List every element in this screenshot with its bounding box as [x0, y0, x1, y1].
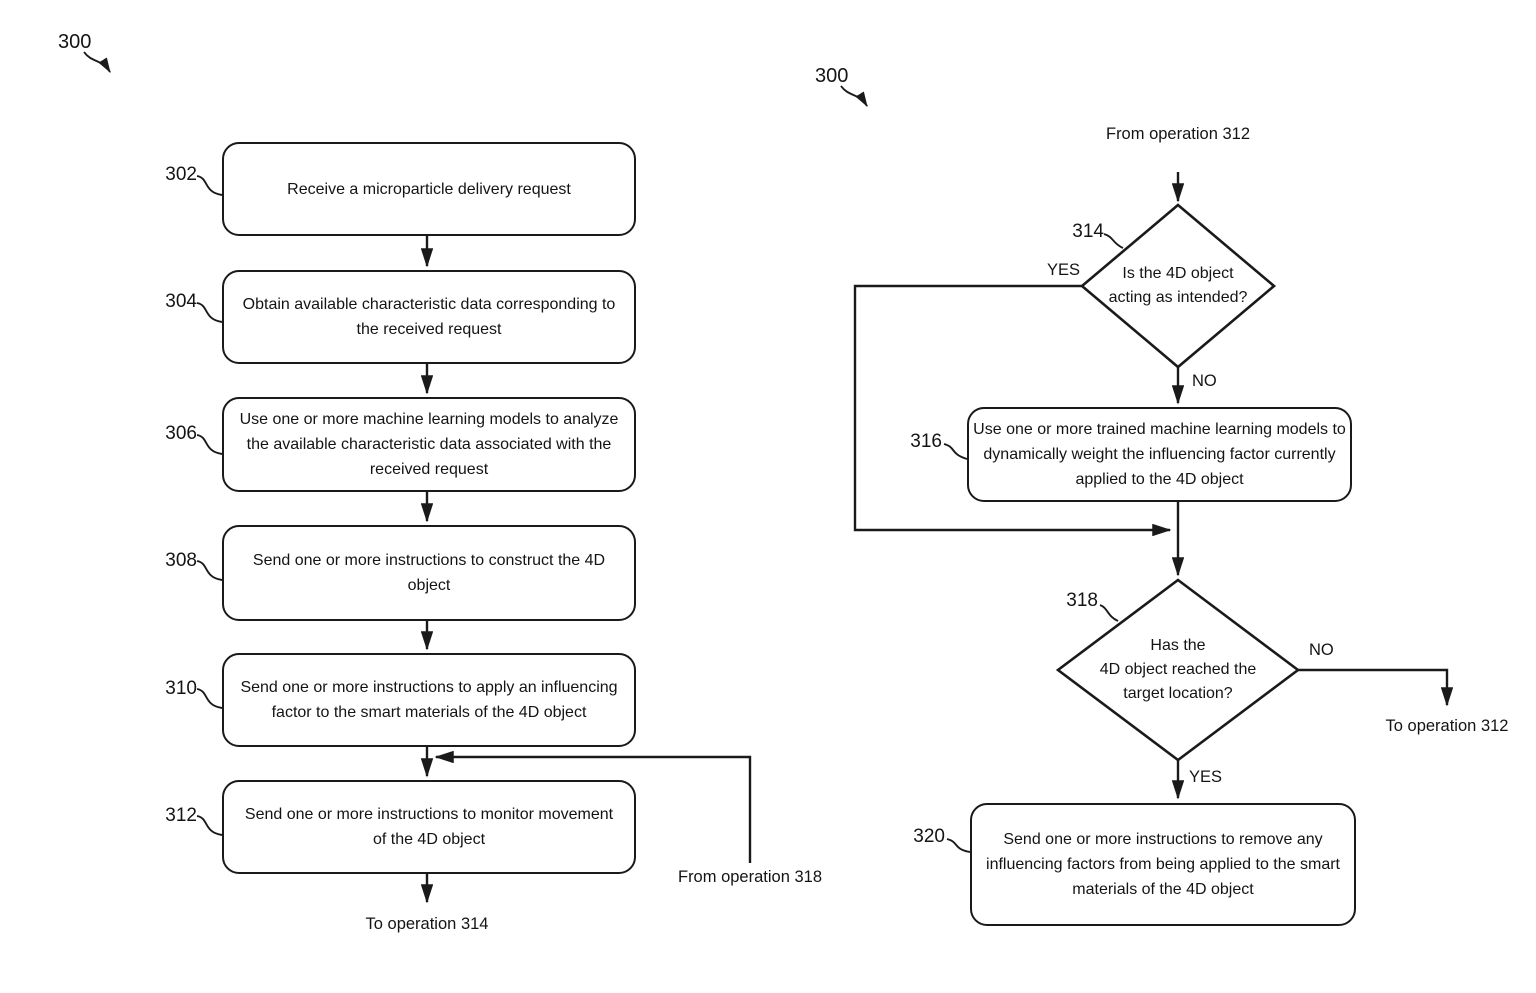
process-box-302 — [222, 142, 636, 236]
text-line: Is the 4D object — [1122, 265, 1234, 282]
process-box-316 — [967, 407, 1352, 502]
text-line: influencing factors from being applied to the smart — [986, 856, 1340, 873]
text-line: From operation — [1105, 125, 1218, 143]
ref-label-302: 302 — [165, 164, 197, 185]
leader-line-310 — [197, 689, 222, 708]
text-line: 312 — [1480, 717, 1509, 735]
leader-line-314 — [1104, 234, 1123, 248]
from-operation-312-label — [1103, 123, 1253, 146]
no-label-318: NO — [1309, 641, 1334, 659]
text-line: the received request — [356, 321, 502, 338]
process-box-312 — [222, 780, 636, 874]
process-box-304 — [222, 270, 636, 364]
text-line: Send one or more instructions to apply an influencing — [240, 679, 618, 696]
yes-label-314: YES — [1046, 261, 1080, 279]
text-line: 312 — [1222, 125, 1250, 143]
text-line: 4D object reached the — [1099, 661, 1257, 678]
leader-line-318 — [1100, 605, 1118, 621]
figure-ref-left: 300 — [58, 31, 92, 53]
text-line: To operation — [1385, 717, 1477, 735]
text-line: Obtain available characteristic data corresponding to — [242, 296, 616, 313]
ref-label-314: 314 — [1072, 221, 1104, 242]
process-box-306 — [222, 397, 636, 492]
ref-label-304: 304 — [165, 291, 197, 312]
text-line: applied to the 4D object — [1075, 471, 1244, 488]
text-line: Use one or more trained machine learning models to — [973, 421, 1346, 438]
leader-line-302 — [197, 176, 222, 195]
ref-label-310: 310 — [165, 678, 197, 699]
yes-label-318: YES — [1189, 768, 1223, 786]
process-box-320 — [970, 803, 1356, 926]
text-line: Has the — [1150, 637, 1206, 654]
text-line: of the 4D object — [372, 831, 486, 848]
decision-text-318 — [1078, 634, 1278, 706]
text-line: target location? — [1123, 685, 1233, 702]
ref-label-306: 306 — [165, 423, 197, 444]
ref-label-316: 316 — [910, 431, 942, 452]
from-operation-318-label — [675, 866, 825, 889]
leader-line-306 — [197, 435, 222, 454]
text-line: Receive a microparticle delivery request — [287, 180, 571, 198]
ref-label-312: 312 — [165, 805, 197, 826]
text-line: materials of the 4D object — [1072, 881, 1254, 898]
text-line: Send one or more instructions to remove any — [1003, 831, 1323, 848]
leader-line-308 — [197, 561, 222, 580]
ref-label-318: 318 — [1066, 590, 1098, 611]
text-line: the available characteristic data associated with the — [246, 436, 612, 453]
figure-ref-right: 300 — [815, 65, 849, 87]
text-line: 318 — [794, 868, 822, 886]
text-line: factor to the smart materials of the 4D object — [271, 704, 587, 721]
text-line: Use one or more machine learning models to analyze — [239, 411, 619, 428]
ref-label-320: 320 — [913, 826, 945, 847]
text-line: From operation — [677, 868, 790, 886]
no-label-314: NO — [1192, 372, 1217, 390]
figure-ref-arrow-right — [841, 86, 867, 106]
leader-line-312 — [197, 816, 222, 835]
process-box-310 — [222, 653, 636, 747]
leader-line-320 — [947, 839, 970, 852]
to-operation-314-label — [352, 913, 502, 936]
to-operation-312-label — [1372, 715, 1522, 738]
text-line: object — [407, 577, 451, 594]
text-line: acting as intended? — [1108, 289, 1248, 306]
text-line: received request — [369, 461, 489, 478]
decision-text-314 — [1083, 262, 1273, 310]
no-branch-line-318 — [1298, 670, 1447, 705]
leader-line-316 — [944, 444, 967, 459]
figure-ref-arrow-left — [84, 52, 110, 72]
text-line: 314 — [460, 915, 489, 933]
process-box-308 — [222, 525, 636, 621]
leader-line-304 — [197, 303, 222, 322]
text-line: Send one or more instructions to construct the 4D — [252, 552, 606, 569]
text-line: dynamically weight the influencing factor currently — [983, 446, 1336, 463]
text-line: To operation — [365, 915, 457, 933]
ref-label-308: 308 — [165, 550, 197, 571]
text-line: Send one or more instructions to monitor movement — [244, 806, 614, 823]
